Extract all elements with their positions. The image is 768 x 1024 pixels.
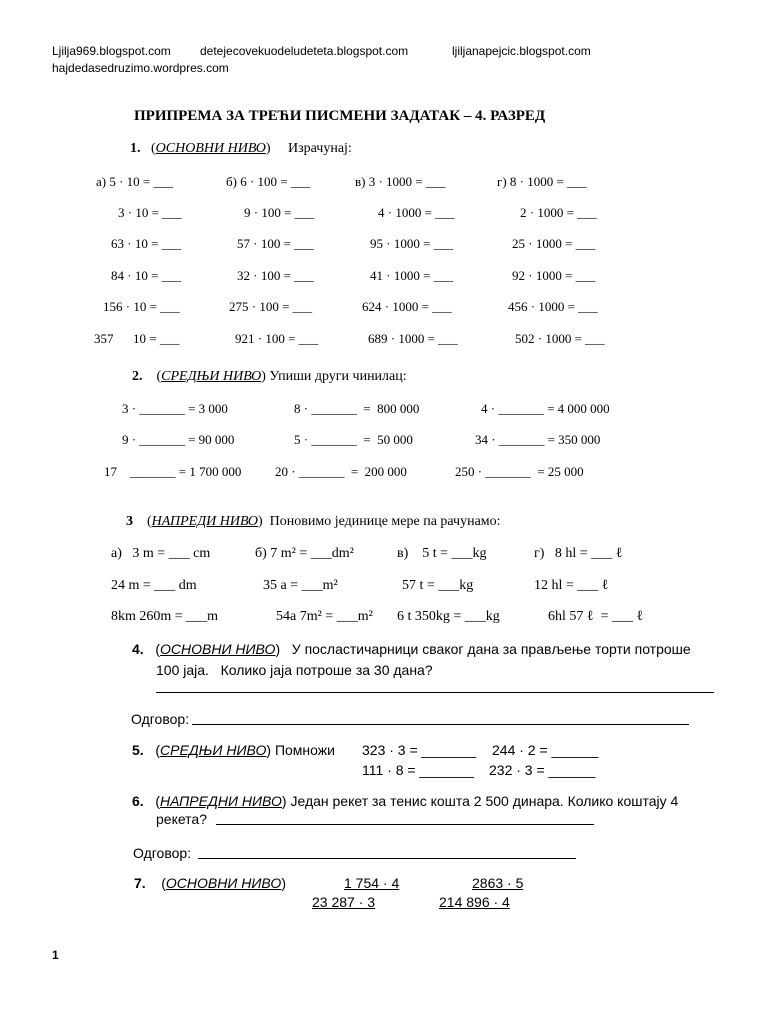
task1-cell: 456 · 1000 = ___ [508,299,598,314]
task2-cell: 20 · _______ = 200 000 [275,464,407,479]
task5-item: 111 · 8 = _______ [362,762,474,778]
task5-item: 244 · 2 = ______ [492,742,599,758]
task2-cell: 4 · _______ = 4 000 000 [481,401,610,416]
task1-cell: 57 · 100 = ___ [237,236,314,251]
task1-cell: 502 · 1000 = ___ [515,331,605,346]
task5-item: 323 · 3 = _______ [362,742,477,758]
header-link-3[interactable]: ljiljanapejcic.blogspot.com [452,44,591,58]
task1-cell: 357 10 = ___ [94,331,180,346]
task4-heading: 4. (ОСНОВНИ НИВО) У посластичарници сваког дана за прављење торти потроше [132,641,691,657]
task4-text-line2: 100 јаја. Колико јаја потроше за 30 дана? [156,662,433,678]
task7-item: 2863 · 5 [472,875,524,891]
task2-cell: 34 · _______ = 350 000 [475,432,601,447]
task2-heading: 2. (СРЕДЊИ НИВО) Упиши други чинилац: [132,369,407,384]
task6-level: НАПРЕДНИ НИВО [160,793,282,809]
task5-heading: 5. (СРЕДЊИ НИВО) Помножи [132,742,335,758]
task2-cell: 5 · _______ = 50 000 [294,432,413,447]
task3-cell: 24 m = ___ dm [111,578,197,593]
task1-cell: в) 3 · 1000 = ___ [355,174,446,189]
task1-cell: 275 · 100 = ___ [229,299,313,314]
task5-instruction: Помножи [274,742,335,758]
task1-cell: а) 5 · 10 = ___ [96,174,174,189]
task5-level: СРЕДЊИ НИВО [160,742,267,758]
task1-cell: 92 · 1000 = ___ [512,268,596,283]
header-link-4[interactable]: hajdedasedruzimo.wordpres.com [52,61,229,75]
task3-cell: 6hl 57 ℓ = ___ ℓ [548,609,644,624]
task1-number: 1. [130,141,141,156]
task3-instruction: Поновимо јединице мере па рачунамо: [269,514,501,529]
header-link-2[interactable]: detejecovekuodeludeteta.blogspot.com [200,44,409,58]
task3-heading: 3 (НАПРЕДИ НИВО) Поновимо јединице мере па рачунамо: [126,514,501,529]
task2-cell: 3 · _______ = 3 000 [122,401,228,416]
task6-answer-line[interactable] [198,858,576,859]
task7-level: ОСНОВНИ НИВО [165,875,282,891]
task1-cell: 689 · 1000 = ___ [368,331,458,346]
task3-cell: г) 8 hl = ___ ℓ [534,546,623,561]
task5-number: 5. [132,742,144,758]
task5-item: 232 · 3 = ______ [489,762,596,778]
task4-number: 4. [132,641,144,657]
task1-cell: г) 8 · 1000 = ___ [497,174,587,189]
task1-cell: 3 · 10 = ___ [118,205,182,220]
task3-cell: б) 7 m² = ___dm² [255,546,354,561]
task3-cell: 35 a = ___m² [263,578,338,593]
task2-instruction: Упиши други чинилац: [269,369,407,384]
task1-cell: 84 · 10 = ___ [111,268,182,283]
task1-cell: 4 · 1000 = ___ [378,205,455,220]
task6-text-line1: Један рекет за тенис кошта 2 500 динара. Колико коштају 4 [290,793,679,809]
task1-cell: 32 · 100 = ___ [237,268,314,283]
task2-number: 2. [132,369,143,384]
task1-heading: 1. (ОСНОВНИ НИВО) Израчунај: [130,141,352,156]
task7-number: 7. [134,875,146,891]
page-title: ПРИПРЕМА ЗА ТРЕЋИ ПИСМЕНИ ЗАДАТАК – 4. РАЗРЕД [134,108,546,124]
task3-cell: а) 3 m = ___ cm [111,546,211,561]
task2-cell: 9 · _______ = 90 000 [122,432,235,447]
task1-level: ОСНОВНИ НИВО [155,141,266,156]
task1-cell: 63 · 10 = ___ [111,236,182,251]
task1-cell: 9 · 100 = ___ [244,205,315,220]
task1-cell: 624 · 1000 = ___ [362,299,452,314]
task7-item: 214 896 · 4 [439,894,510,910]
task6-number: 6. [132,793,144,809]
task6-heading: 6. (НАПРЕДНИ НИВО) Један рекет за тенис кошта 2 500 динара. Колико коштају 4 [132,793,679,809]
task3-cell: 8km 260m = ___m [111,609,219,624]
page-number: 1 [52,948,59,962]
task1-cell: 2 · 1000 = ___ [520,205,597,220]
task1-instruction: Израчунај: [288,141,352,156]
task2-cell: 17 _______ = 1 700 000 [104,464,242,479]
task2-level: СРЕДЊИ НИВО [161,369,262,384]
task3-level: НАПРЕДИ НИВО [151,514,258,529]
task4-answer-label: Одговор: [131,711,190,727]
task1-cell: 25 · 1000 = ___ [512,236,596,251]
task6-work-line[interactable] [216,824,594,825]
task3-cell: в) 5 t = ___kg [397,546,487,561]
task7-heading: 7. (ОСНОВНИ НИВО) [134,875,286,891]
task2-cell: 250 · _______ = 25 000 [455,464,584,479]
task2-cell: 8 · _______ = 800 000 [294,401,420,416]
task7-item: 1 754 · 4 [344,875,400,891]
task4-text-line1: У посластичарници сваког дана за прављење торти потроше [291,641,691,657]
task4-answer-line[interactable] [192,724,689,725]
task1-cell: 921 · 100 = ___ [235,331,319,346]
task1-cell: б) 6 · 100 = ___ [226,174,311,189]
task6-text-line2: рекета? [156,811,208,827]
task4-work-line[interactable] [156,692,714,693]
task1-cell: 95 · 1000 = ___ [370,236,454,251]
task3-number: 3 [126,514,133,529]
task3-cell: 54a 7m² = ___m² [276,609,373,624]
task3-cell: 6 t 350kg = ___kg [397,609,500,624]
header-link-1[interactable]: Ljilja969.blogspot.com [52,44,171,58]
task7-item: 23 287 · 3 [312,894,376,910]
task3-cell: 57 t = ___kg [402,578,474,593]
task6-answer-label: Одговор: [133,845,192,861]
task4-level: ОСНОВНИ НИВО [160,641,276,657]
task1-cell: 41 · 1000 = ___ [370,268,454,283]
task1-cell: 156 · 10 = ___ [103,299,180,314]
task3-cell: 12 hl = ___ ℓ [534,578,609,593]
